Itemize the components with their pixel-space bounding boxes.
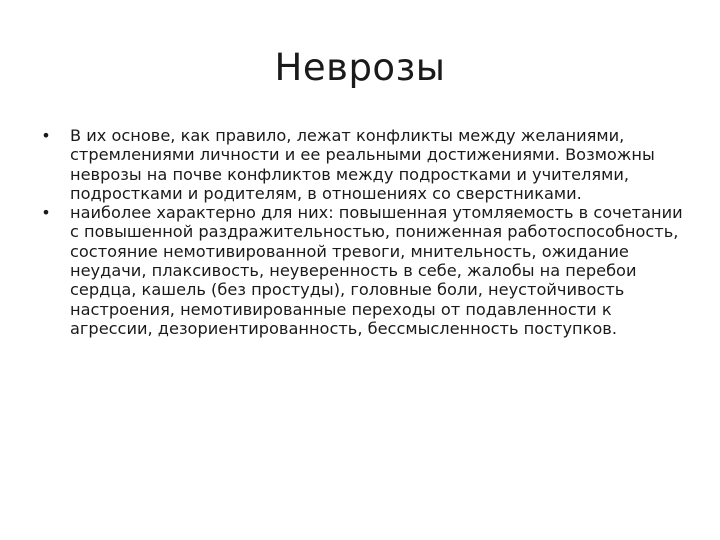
slide-title: Неврозы [274, 46, 446, 89]
bullet-text: В их основе, как правило, лежат конфликты между желаниями, стремлениями личности и ее реальными достижениями. Возможны неврозы на почве конфликтов между подростками и учителями, подростками и родителям, в отношениях со сверстниками. [70, 126, 655, 203]
bullet-text: наиболее характерно для них: повышенная утомляемость в сочетании с повышенной раздражительностью, пониженная работоспособность, состояние немотивированной тревоги, мнительность, ожидание неудачи, плаксивость, неуверенность в себе, жалобы на перебои сердца, кашель (без простуды), головные боли, неустойчивость настроения, немотивированные переходы от подавленности к агрессии, дезориентированность, бессмысленность поступков. [70, 203, 683, 338]
bullet-icon: • [41, 203, 51, 223]
bullet-list [36, 126, 686, 338]
bullet-item [36, 203, 686, 338]
bullet-item [36, 126, 686, 203]
bullet-icon: • [41, 126, 51, 145]
